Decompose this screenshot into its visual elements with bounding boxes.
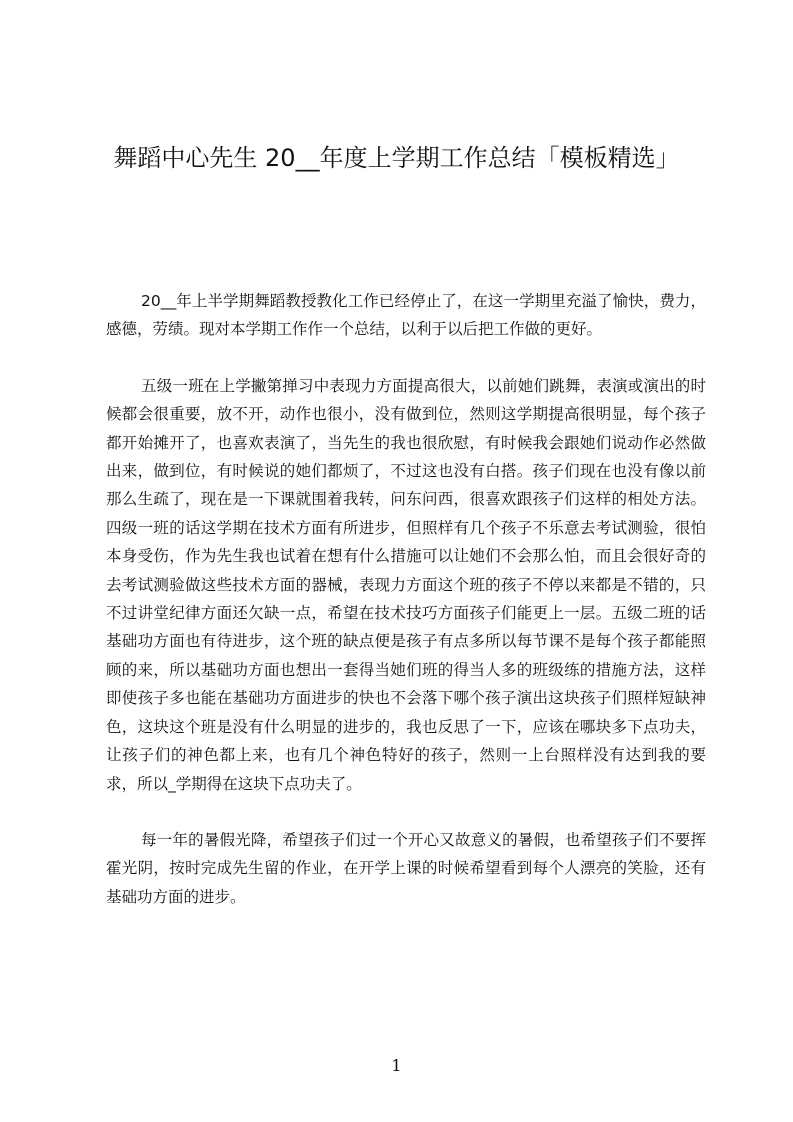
paragraph-class-review: 五级一班在上学撇第掸习中表现力方面提高很大，以前她们跳舞，表演或演出的时候都会很重要，放不开，动作也很小，没有做到位，然则这学期提高很明显，每个孩子都开始摊开了，也喜欢表演了，当先生的我也很欣慰，有时候我会跟她们说动作必然做出来，做到位，有时候说的她们都烦了，不过这也没有白搭。孩子们现在也没有像以前那么生疏了，现在是一下课就围着我转，问东问西，很喜欢跟孩子们这样的相处方法。四级一班的话这学期在技术方面有所进步，但照样有几个孩子不乐意去考试测验，很怕本身受伤，作为先生我也试着在想有什么措施可以让她们不会那么怕，而且会很好奇的去考试测验做这些技术方面的器械，表现力方面这个班的孩子不停以来都是不错的，只不过讲堂纪律方面还欠缺一点，希望在技术技巧方面孩子们能更上一层。五级二班的话基础功方面也有待进步，这个班的缺点便是孩子有点多所以每节课不是每个孩子都能照顾的来，所以基础功方面也想出一套得当她们班的得当人多的班级练的措施方法，这样即使孩子多也能在基础功方面进步的快也不会落下哪个孩子演出这块孩子们照样短缺神色，这块这个班是没有什么明显的进步的，我也反思了一下，应该在哪块多下点功夫，让孩子们的神色都上来，也有几个神色特好的孩子，然则一上台照样没有达到我的要求，所以_学期得在这块下点功夫了。 bbox=[106, 376, 706, 793]
paragraph-summer-wishes: 每一年的暑假光降，希望孩子们过一个开心又故意义的暑假，也希望孩子们不要挥霍光阴，按时完成先生留的作业，在开学上课的时候希望看到每个人漂亮的笑脸，还有基础功方面的进步。 bbox=[106, 830, 706, 906]
page-number: 1 bbox=[391, 1056, 402, 1075]
document-body bbox=[106, 287, 706, 911]
paragraph-intro: 20__年上半学期舞蹈教授教化工作已经停止了，在这一学期里充溢了愉快，费力，感德，劳绩。现对本学期工作作一个总结，以利于以后把工作做的更好。 bbox=[106, 292, 706, 339]
document-title: 舞蹈中心先生 20__年度上学期工作总结「模板精选」 bbox=[113, 144, 680, 172]
